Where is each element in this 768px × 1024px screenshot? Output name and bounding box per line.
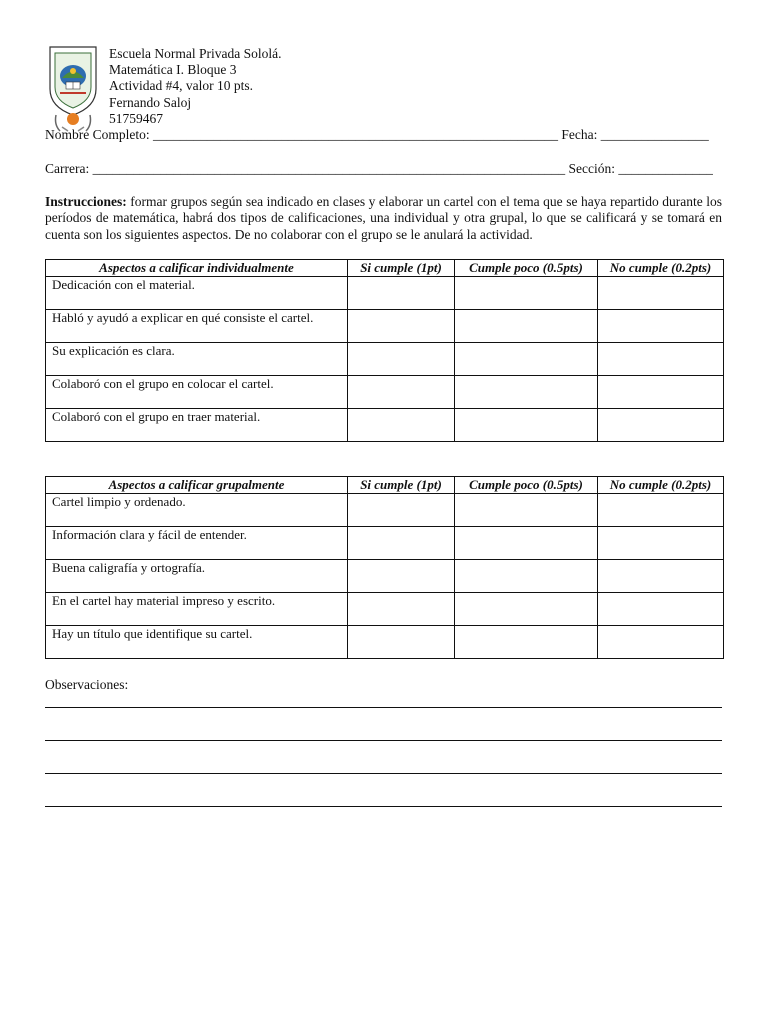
table-header-row (46, 260, 724, 277)
header-aspect: Aspectos a calificar grupalmente (46, 477, 348, 494)
score-cell (598, 626, 724, 659)
score-cell (598, 560, 724, 593)
name-date-field: Nombre Completo: ____________________________________________________________ Fecha: ________________ (45, 127, 709, 142)
observation-line (45, 740, 722, 741)
aspect-cell: Cartel limpio y ordenado. (46, 494, 348, 527)
aspect-cell: Colaboró con el grupo en colocar el cartel. (46, 376, 348, 409)
table-row (46, 343, 724, 376)
score-cell (455, 343, 598, 376)
activity-title: Actividad #4, valor 10 pts. (109, 78, 253, 94)
score-cell (455, 593, 598, 626)
table-row (46, 277, 724, 310)
score-cell (455, 560, 598, 593)
score-cell (598, 376, 724, 409)
aspect-cell: Colaboró con el grupo en traer material. (46, 409, 348, 442)
individual-rubric-table (45, 259, 724, 442)
career-section-field: Carrera: ______________________________________________________________________ Sección: ______________ (45, 161, 713, 176)
table-row (46, 376, 724, 409)
score-cell (348, 343, 455, 376)
score-cell (455, 527, 598, 560)
score-cell (598, 277, 724, 310)
table-row (46, 310, 724, 343)
score-cell (348, 376, 455, 409)
score-cell (598, 409, 724, 442)
score-cell (348, 409, 455, 442)
score-cell (598, 494, 724, 527)
score-cell (348, 310, 455, 343)
score-cell (348, 626, 455, 659)
instructions-text: formar grupos según sea indicado en clases y elaborar un cartel con el tema que se haya repartido durante los períodos de matemática, habrá dos tipos de calificaciones, una individual y otra grupal, lo que se calificará y se tomará en cuenta son los siguientes aspectos. De no colaborar con el grupo se le anulará la actividad. (45, 194, 722, 242)
header-cumple-poco: Cumple poco (0.5pts) (455, 260, 598, 277)
header-si-cumple: Si cumple (1pt) (348, 477, 455, 494)
school-name: Escuela Normal Privada Sololá. (109, 46, 282, 61)
table-header-row (46, 477, 724, 494)
observation-line (45, 806, 722, 807)
score-cell (455, 310, 598, 343)
aspect-cell: Su explicación es clara. (46, 343, 348, 376)
table-row (46, 527, 724, 560)
score-cell (348, 527, 455, 560)
table-row (46, 494, 724, 527)
score-cell (455, 376, 598, 409)
header-si-cumple: Si cumple (1pt) (348, 260, 455, 277)
observation-line (45, 707, 722, 708)
score-cell (598, 593, 724, 626)
aspect-cell: En el cartel hay material impreso y escrito. (46, 593, 348, 626)
score-cell (348, 560, 455, 593)
score-cell (598, 343, 724, 376)
header-no-cumple: No cumple (0.2pts) (598, 260, 724, 277)
aspect-cell: Buena caligrafía y ortografía. (46, 560, 348, 593)
table-row (46, 626, 724, 659)
teacher-name: Fernando Saloj (109, 94, 192, 110)
score-cell (348, 593, 455, 626)
observation-line (45, 773, 722, 774)
table-row (46, 409, 724, 442)
group-rubric-table (45, 476, 724, 659)
score-cell (455, 494, 598, 527)
score-cell (455, 626, 598, 659)
course-name: Matemática I. Bloque 3 (109, 62, 237, 78)
score-cell (598, 310, 724, 343)
score-cell (348, 494, 455, 527)
aspect-cell: Hay un título que identifique su cartel. (46, 626, 348, 659)
instructions-label: Instrucciones: (45, 194, 127, 209)
score-cell (348, 277, 455, 310)
score-cell (455, 409, 598, 442)
school-crest-icon (46, 45, 100, 133)
score-cell (455, 277, 598, 310)
phone-number: 51759467 (109, 110, 163, 126)
aspect-cell: Dedicación con el material. (46, 277, 348, 310)
instructions-paragraph (45, 194, 722, 243)
table-row (46, 560, 724, 593)
table-row (46, 593, 724, 626)
header-block (109, 46, 281, 127)
header-aspect: Aspectos a calificar individualmente (46, 260, 348, 277)
header-no-cumple: No cumple (0.2pts) (598, 477, 724, 494)
header-cumple-poco: Cumple poco (0.5pts) (455, 477, 598, 494)
aspect-cell: Habló y ayudó a explicar en qué consiste el cartel. (46, 310, 348, 343)
aspect-cell: Información clara y fácil de entender. (46, 527, 348, 560)
observations-label: Observaciones: (45, 677, 129, 692)
score-cell (598, 527, 724, 560)
